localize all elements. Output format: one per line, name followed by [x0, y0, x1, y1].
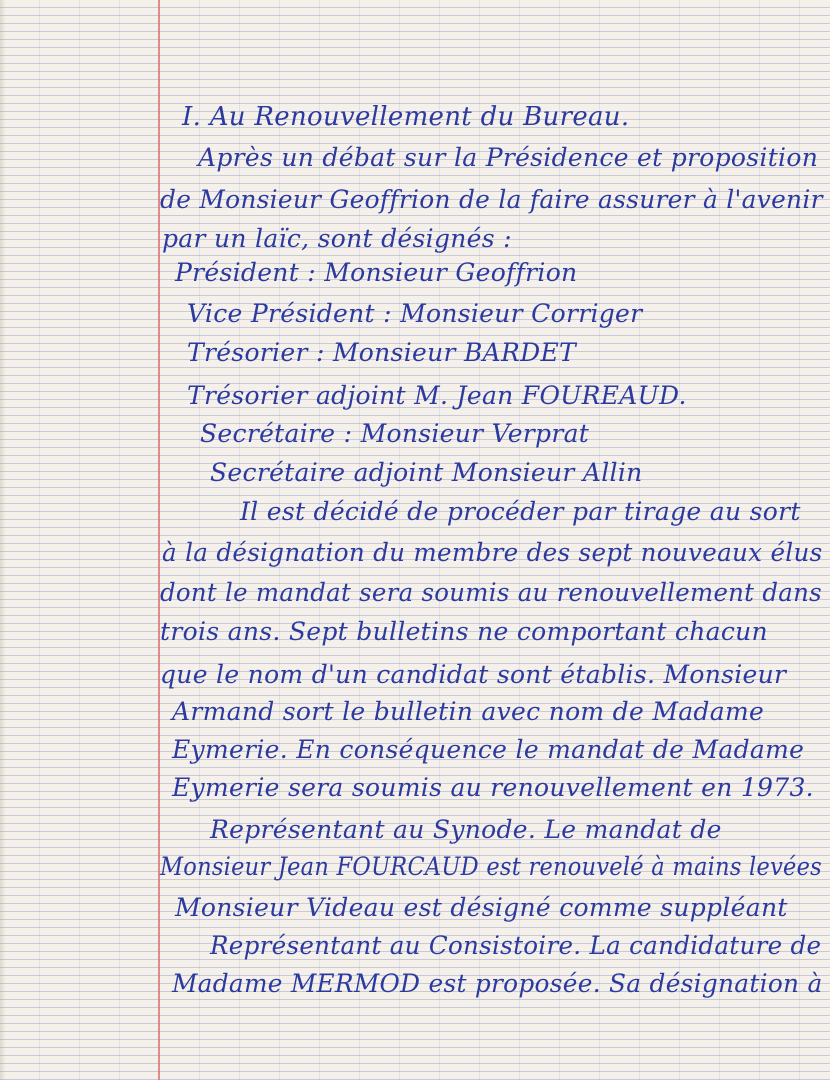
text-line: Représentant au Consistoire. La candidature de	[210, 931, 822, 960]
text-line: que le nom d'un candidat sont établis. Monsieur	[160, 660, 787, 689]
text-line: de Monsieur Geoffrion de la faire assurer à l'avenir	[160, 185, 823, 214]
text-line: Président : Monsieur Geoffrion	[175, 258, 578, 287]
text-line: dont le mandat sera soumis au renouvellement dans	[160, 578, 822, 607]
text-line: Armand sort le bulletin avec nom de Madame	[172, 697, 765, 726]
text-line: Monsieur Videau est désigné comme suppléant	[175, 893, 788, 922]
text-line: Trésorier : Monsieur BARDET	[187, 338, 576, 367]
text-line: Trésorier adjoint M. Jean FOUREAUD.	[187, 381, 687, 410]
text-line: par un laïc, sont désignés :	[162, 224, 512, 253]
text-line: Représentant au Synode. Le mandat de	[210, 815, 722, 844]
margin-line	[158, 0, 160, 1080]
page-edge-shadow	[0, 0, 6, 1080]
text-line: trois ans. Sept bulletins ne comportant chacun	[160, 617, 768, 646]
text-line: Secrétaire adjoint Monsieur Allin	[210, 458, 643, 487]
text-line: Monsieur Jean FOURCAUD est renouvelé à mains levées	[160, 852, 822, 881]
text-line: Madame MERMOD est proposée. Sa désignation à	[172, 969, 823, 998]
section-heading: I. Au Renouvellement du Bureau.	[182, 102, 630, 132]
text-line: Il est décidé de procéder par tirage au sort	[240, 497, 801, 526]
text-line: Eymerie. En conséquence le mandat de Madame	[172, 735, 805, 764]
text-line: Secrétaire : Monsieur Verprat	[200, 419, 590, 448]
text-line: à la désignation du membre des sept nouveaux élus	[162, 538, 823, 567]
text-line: Vice Président : Monsieur Corriger	[187, 299, 643, 328]
text-line: Eymerie sera soumis au renouvellement en 1973.	[172, 773, 814, 802]
text-line: Après un débat sur la Présidence et proposition	[198, 143, 819, 172]
